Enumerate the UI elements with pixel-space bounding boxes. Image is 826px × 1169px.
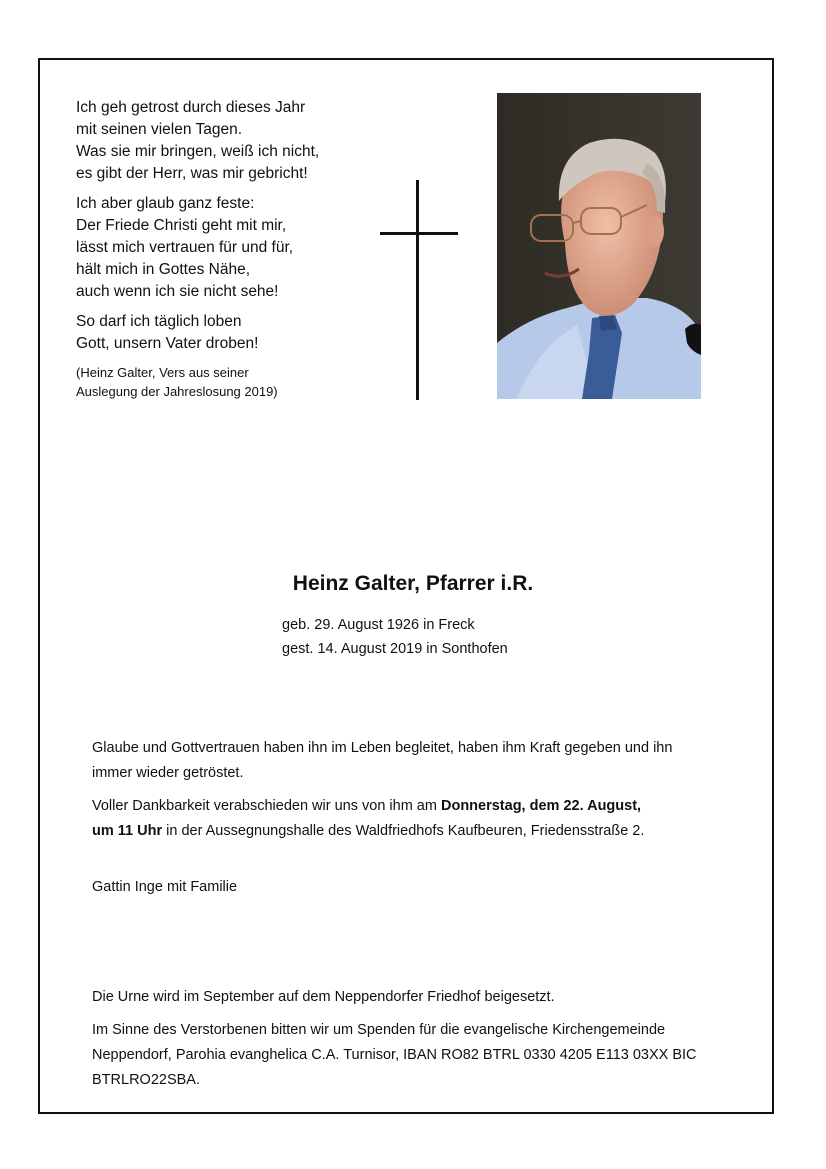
signature-block <box>92 875 702 908</box>
poem-line: Was sie mir bringen, weiß ich nicht, <box>76 143 320 160</box>
death-date: gest. 14. August 2019 in Sonthofen <box>282 641 508 657</box>
poem-stanza-1 <box>76 97 319 185</box>
poem-source-line: (Heinz Galter, Vers aus seiner <box>76 365 249 380</box>
poem-line: lässt mich vertrauen für und für, <box>76 239 294 256</box>
deceased-name: Heinz Galter, Pfarrer i.R. <box>292 572 534 595</box>
poem-line: Ich geh getrost durch dieses Jahr <box>76 99 306 116</box>
poem-line: mit seinen vielen Tagen. <box>76 121 243 138</box>
tribute-paragraph: Glaube und Gottvertrauen haben ihn im Leben begleitet, haben ihm Kraft gegeben und ihn immer wieder getröstet. <box>92 740 673 781</box>
burial-and-donation <box>92 985 702 1101</box>
funeral-time: um 11 Uhr <box>92 823 163 839</box>
signature: Gattin Inge mit Familie <box>92 879 238 895</box>
poem-line: Gott, unsern Vater droben! <box>76 335 259 352</box>
funeral-paragraph <box>92 794 702 844</box>
poem-source <box>76 363 319 401</box>
cross-icon-bar <box>380 232 458 235</box>
poem-line: Ich aber glaub ganz feste: <box>76 195 255 212</box>
birth-date: geb. 29. August 1926 in Freck <box>282 617 475 633</box>
poem-line: So darf ich täglich loben <box>76 313 242 330</box>
poem-line: es gibt der Herr, was mir gebricht! <box>76 165 308 182</box>
urn-paragraph: Die Urne wird im September auf dem Neppendorfer Friedhof beigesetzt. <box>92 989 555 1005</box>
poem-line: Der Friede Christi geht mit mir, <box>76 217 287 234</box>
poem-line: auch wenn ich sie nicht sehe! <box>76 283 279 300</box>
announcement-text <box>92 736 702 852</box>
funeral-date: Donnerstag, dem 22. August, <box>440 798 642 814</box>
funeral-intro: Voller Dankbarkeit verabschieden wir uns von ihm am <box>92 798 441 814</box>
poem-line: hält mich in Gottes Nähe, <box>76 261 251 278</box>
poem-stanza-2 <box>76 193 319 303</box>
poem <box>76 97 319 401</box>
life-dates <box>282 613 508 661</box>
donation-paragraph: Im Sinne des Verstorbenen bitten wir um Spenden für die evangelische Kirchengemeinde Neppendorf, Parohia evanghelica C.A. Turnisor, IBAN RO82 BTRL 0330 4205 E113 03XX BIC BTRLRO22SBA. <box>92 1022 697 1088</box>
funeral-location: in der Aussegnungshalle des Waldfriedhofs Kaufbeuren, Friedensstraße 2. <box>162 823 645 839</box>
cross-icon <box>416 180 419 400</box>
poem-source-line: Auslegung der Jahreslosung 2019) <box>76 384 278 399</box>
portrait-photo <box>497 93 701 399</box>
poem-stanza-3 <box>76 311 319 355</box>
